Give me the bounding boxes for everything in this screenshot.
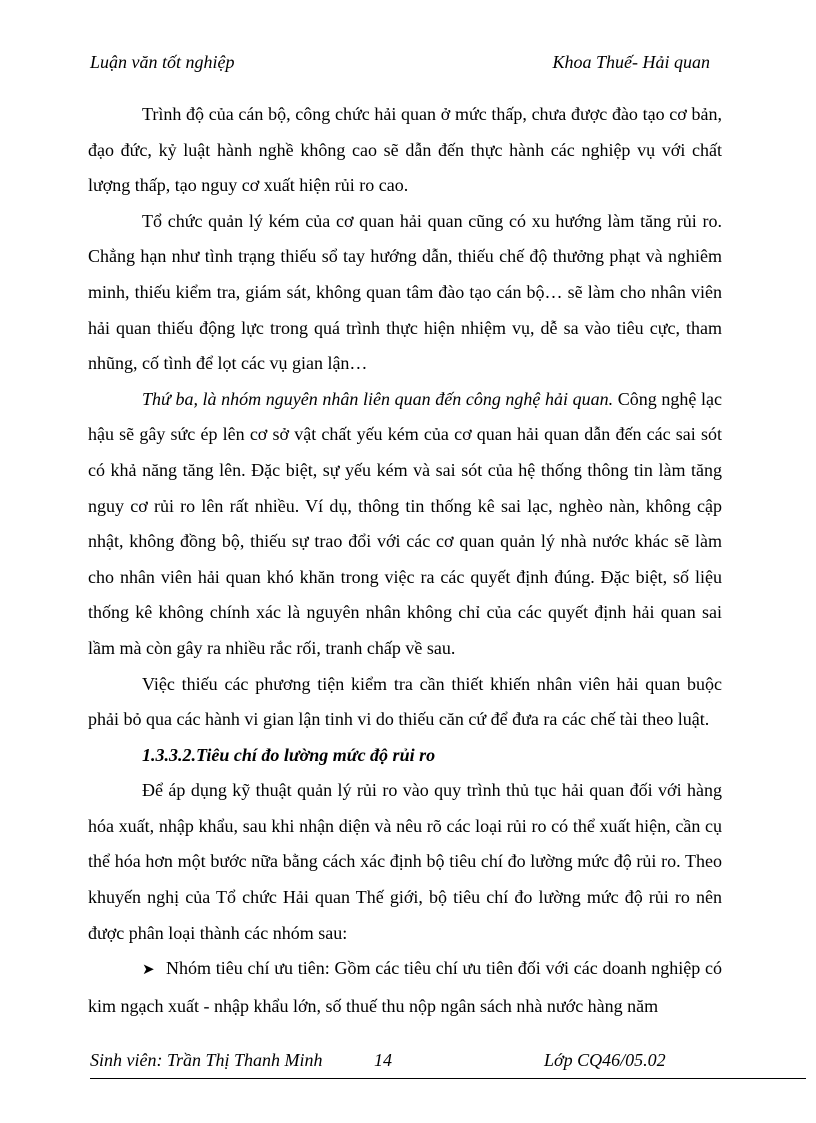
paragraph-technology-rest: Công nghệ lạc hậu sẽ gây sức ép lên cơ sở vật chất yếu kém của cơ quan hải quan dẫn đến các sai sót có khả năng tăng lên. Đặc biệt, sự yếu kém và sai sót của hệ thống thông tin làm tăng nguy cơ rủi ro lên rất nhiều. Ví dụ, thông tin thống kê sai lạc, nghèo nàn, không cập nhật, không đồng bộ, thiếu sự trao đổi với các cơ quan quản lý nhà nước khác sẽ làm cho nhân viên hải quan khó khăn trong việc ra các quyết định đúng. Đặc biệt, số liệu thống kê không chính xác là nguyên nhân không chỉ của các quyết định hải quan sai lầm mà còn gây ra nhiều rắc rối, tranh chấp về sau. [88, 388, 722, 658]
page-header [90, 52, 710, 74]
paragraph-staff-competence: Trình độ của cán bộ, công chức hải quan ở mức thấp, chưa được đào tạo cơ bản, đạo đức, kỷ luật hành nghề không cao sẽ dẫn đến thực hành các nghiệp vụ với chất lượng thấp, tạo nguy cơ xuất hiện rủi ro cao. [88, 104, 722, 196]
paragraph-technology-lead: Thứ ba, là nhóm nguyên nhân liên quan đến công nghệ hải quan. [142, 388, 614, 409]
paragraph-risk-criteria: Để áp dụng kỹ thuật quản lý rủi ro vào quy trình thủ tục hải quan đối với hàng hóa xuất, nhập khẩu, sau khi nhận diện và nêu rõ các loại rủi ro có thể xuất hiện, cần cụ thể hóa hơn một bước nữa bằng cách xác định bộ tiêu chí đo lường mức độ rủi ro. Theo khuyến nghị của Tổ chức Hải quan Thế giới, bộ tiêu chí đo lường mức độ rủi ro nên được phân loại thành các nhóm sau: [88, 780, 722, 943]
bullet-priority-criteria [88, 951, 722, 1024]
footer-student-name: Sinh viên: Trần Thị Thanh Minh [90, 1050, 323, 1070]
page-body [88, 97, 722, 1024]
header-thesis-title: Luận văn tốt nghiệp [90, 52, 235, 72]
paragraph-poor-management: Tổ chức quản lý kém của cơ quan hải quan cũng có xu hướng làm tăng rủi ro. Chẳng hạn như tình trạng thiếu sổ tay hướng dẫn, thiếu chế độ thưởng phạt và nghiêm minh, thiếu kiểm tra, giám sát, không quan tâm đào tạo cán bộ… sẽ làm cho nhân viên hải quan thiếu động lực trong quá trình thực hiện nhiệm vụ, dễ sa vào tiêu cực, tham nhũng, cố tình để lọt các vụ gian lận… [88, 210, 722, 374]
paragraph-technology [88, 382, 722, 667]
footer-class-code: Lớp CQ46/05.02 [544, 1050, 666, 1070]
footer-page-number: 14 [374, 1050, 392, 1070]
arrowhead-bullet-icon: ➤ [142, 962, 155, 979]
section-heading: 1.3.3.2.Tiêu chí đo lường mức độ rủi ro [142, 744, 436, 765]
paragraph-lack-of-equipment: Việc thiếu các phương tiện kiểm tra cần thiết khiến nhân viên hải quan buộc phải bỏ qua các hành vi gian lận tinh vi do thiếu căn cứ để đưa ra các chế tài theo luật. [88, 673, 722, 730]
bullet-priority-criteria-text: Nhóm tiêu chí ưu tiên: Gồm các tiêu chí ưu tiên đối với các doanh nghiệp có kim ngạch xuất - nhập khẩu lớn, số thuế thu nộp ngân sách nhà nước hàng năm [88, 958, 722, 1016]
header-faculty: Khoa Thuế- Hải quan [552, 52, 710, 72]
footer-divider [90, 1078, 806, 1079]
page-footer [90, 1050, 710, 1074]
